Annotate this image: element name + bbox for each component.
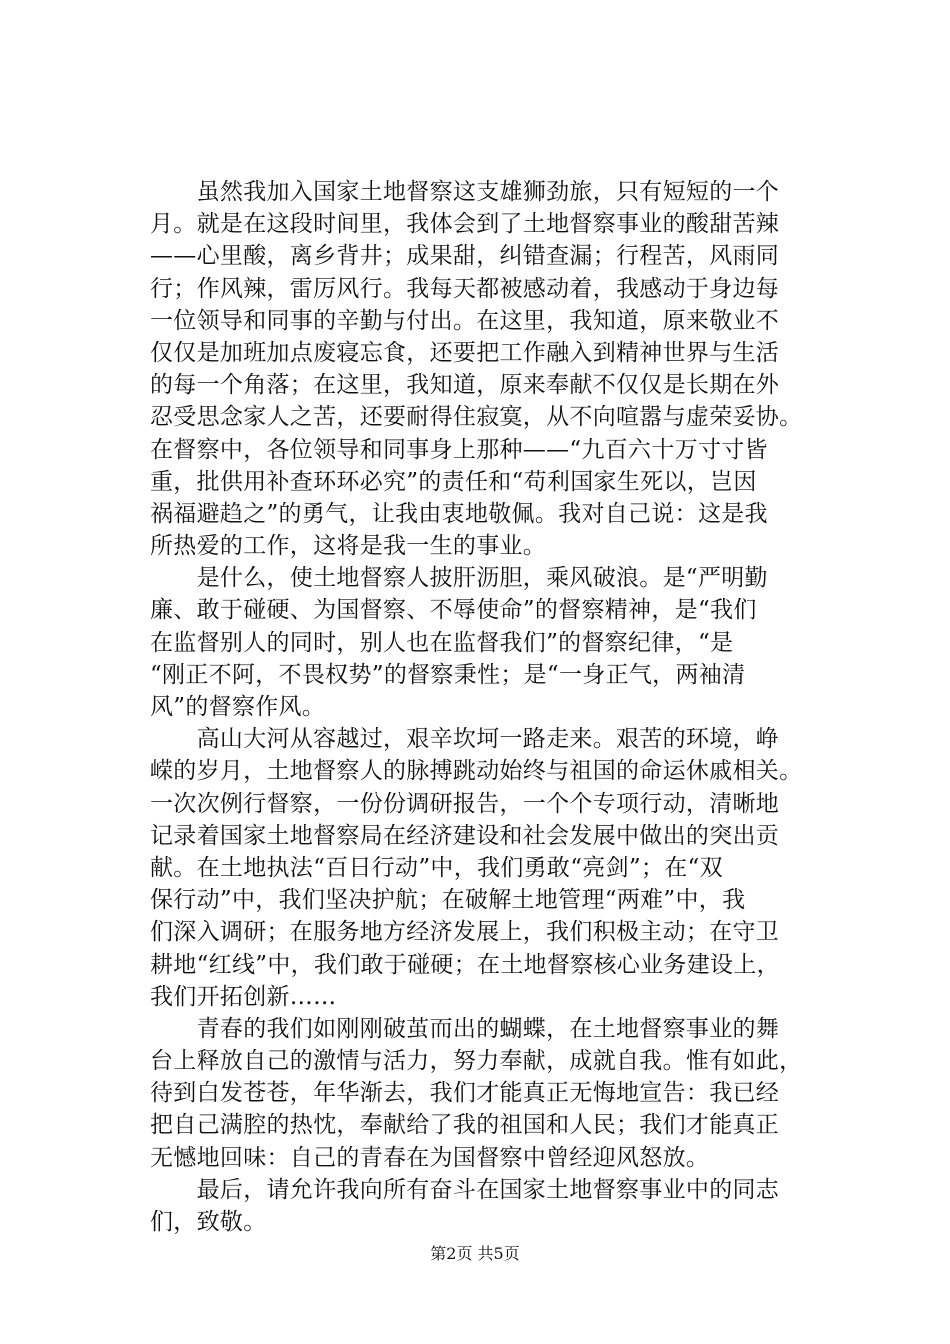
text-line: 把自己满腔的热忱，奉献给了我的祖国和人民；我们才能真正 <box>150 1112 780 1139</box>
text-line: 虽然我加入国家土地督察这支雄狮劲旅，只有短短的一个 <box>150 179 780 205</box>
page-footer: 第2页 共5页 <box>430 1244 520 1263</box>
text-line: 在监督别人的同时，别人也在监督我们”的督察纪律，“是 <box>150 629 734 656</box>
document-body <box>150 176 840 1238</box>
text-line: 耕地“红线”中，我们敢于碰硬；在土地督察核心业务建设上， <box>150 951 780 978</box>
text-line: 的每一个角落；在这里，我知道，原来奉献不仅仅是长期在外 <box>150 372 780 399</box>
text-line: 最后，请允许我向所有奋斗在国家土地督察事业中的同志 <box>150 1176 780 1203</box>
text-line: 所热爱的工作，这将是我一生的事业。 <box>150 533 547 560</box>
text-line: 高山大河从容越过，艰辛坎坷一路走来。艰苦的环境，峥 <box>150 726 780 753</box>
text-line: 们，致敬。 <box>150 1209 267 1235</box>
text-line: 廉、敢于碰硬、为国督察、不辱使命”的督察精神，是“我们 <box>150 597 757 624</box>
text-line: 月。就是在这段时间里，我体会到了土地督察事业的酸甜苦辣 <box>150 211 780 238</box>
text-line: 风”的督察作风。 <box>150 694 326 720</box>
text-line: 我们开拓创新…… <box>150 983 337 1010</box>
text-line: 待到白发苍苍，年华渐去，我们才能真正无悔地宣告：我已经 <box>150 1080 780 1107</box>
text-line: “刚正不阿，不畏权势”的督察秉性；是“一身正气，两袖清 <box>150 661 746 688</box>
text-line: 是什么，使土地督察人披肝沥胆，乘风破浪。是“严明勤 <box>150 565 768 592</box>
text-line: 一位领导和同事的辛勤与付出。在这里，我知道，原来敬业不 <box>150 307 780 334</box>
text-line: 一次次例行督察，一份份调研报告，一个个专项行动，清晰地 <box>150 790 780 817</box>
text-line: ——心里酸，离乡背井；成果甜，纠错查漏；行程苦，风雨同 <box>150 243 780 270</box>
text-line: 在督察中，各位领导和同事身上那种——“九百六十万寸寸皆 <box>150 436 768 463</box>
text-line: 忍受思念家人之苦，还要耐得住寂寞，从不向喧嚣与虚荣妥协。 <box>150 404 803 431</box>
text-line: 们深入调研；在服务地方经济发展上，我们积极主动；在守卫 <box>150 919 780 946</box>
text-line: 献。在土地执法“百日行动”中，我们勇敢“亮剑”；在“双 <box>150 854 723 881</box>
text-line: 无憾地回味：自己的青春在为国督察中曾经迎风怒放。 <box>150 1144 710 1171</box>
text-line: 保行动”中，我们坚决护航；在破解土地管理“两难”中，我 <box>150 887 746 914</box>
text-line: 记录着国家土地督察局在经济建设和社会发展中做出的突出贡 <box>150 822 780 849</box>
text-line: 嵘的岁月，土地督察人的脉搏跳动始终与祖国的命运休戚相关。 <box>150 758 803 785</box>
text-line: 行；作风辣，雷厉风行。我每天都被感动着，我感动于身边每 <box>150 275 780 302</box>
text-line: 仅仅是加班加点废寝忘食，还要把工作融入到精神世界与生活 <box>150 339 780 366</box>
text-line: 重，批供用补查环环必究”的责任和“苟利国家生死以，岂因 <box>150 468 757 495</box>
text-line: 台上释放自己的激情与活力，努力奉献，成就自我。惟有如此， <box>150 1048 803 1075</box>
text-line: 祸福避趋之”的勇气，让我由衷地敬佩。我对自己说：这是我 <box>150 500 768 527</box>
text-line: 青春的我们如刚刚破茧而出的蝴蝶，在土地督察事业的舞 <box>150 1015 780 1042</box>
